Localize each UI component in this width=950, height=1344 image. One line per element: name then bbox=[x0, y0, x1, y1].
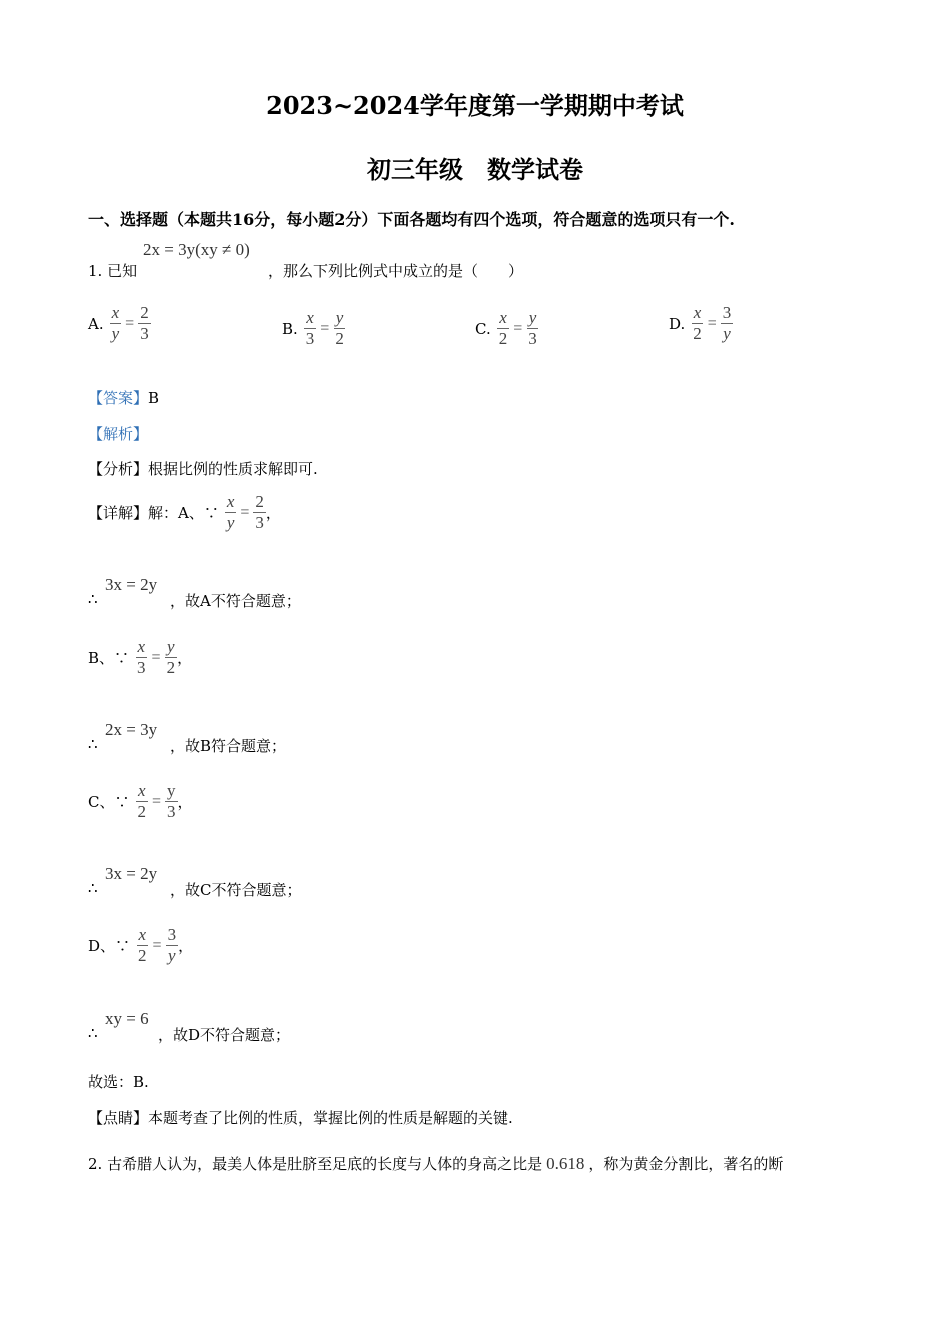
q1-number: 1. 已知 bbox=[88, 262, 138, 280]
option-label: A. bbox=[88, 314, 104, 333]
option-label: D. bbox=[669, 314, 686, 333]
fraction: $\frac{3}{y}$ bbox=[722, 303, 732, 343]
result-a-equation: 3x = 2y bbox=[105, 575, 158, 594]
fraction: $\frac{2}{3}$ bbox=[140, 303, 149, 343]
analysis-summary: 【分析】根据比例的性质求解即可. bbox=[88, 460, 318, 478]
detail-c: C、∵ $\frac{x}{2}$ = $\frac{y}{3}$ ， bbox=[88, 781, 193, 821]
detail-a: 【详解】解：A、∵ $\frac{x}{y}$ = $\frac{2}{3}$ ， bbox=[88, 492, 281, 532]
fraction: $\frac{y}{3}$ bbox=[528, 308, 537, 348]
analysis-label: 【解析】 bbox=[88, 425, 149, 443]
therefore-symbol: ∴ bbox=[88, 590, 98, 608]
q2-ratio: 0.618 bbox=[546, 1154, 585, 1173]
fraction: $\frac{y}{2}$ bbox=[335, 308, 344, 348]
answer-value: B bbox=[148, 389, 160, 407]
fraction: $\frac{x}{2}$ bbox=[498, 308, 508, 348]
fraction: $\frac{x}{3}$ bbox=[305, 308, 315, 348]
fraction: $\frac{x}{2}$ bbox=[138, 925, 147, 965]
fraction: $\frac{y}{3}$ bbox=[167, 781, 176, 821]
fraction: $\frac{3}{y}$ bbox=[167, 925, 177, 965]
option-a[interactable]: A. $\frac{x}{y}$ = $\frac{2}{3}$ bbox=[88, 303, 149, 343]
detail-d: D、∵ $\frac{x}{2}$ = $\frac{3}{y}$ ， bbox=[88, 925, 194, 965]
option-label: C. bbox=[475, 319, 491, 338]
result-b-text: ，故B符合题意； bbox=[170, 737, 287, 755]
option-d[interactable]: D. $\frac{x}{2}$ = $\frac{3}{y}$ bbox=[669, 303, 732, 343]
q2-stem: 2. 古希腊人认为，最美人体是肚脐至足底的长度与人体的身高之比是 0.618 ，称为黄金分割比，著名的断 bbox=[88, 1154, 784, 1173]
therefore-symbol: ∴ bbox=[88, 735, 98, 753]
result-b-equation: 2x = 3y bbox=[105, 720, 158, 739]
therefore-symbol: ∴ bbox=[88, 879, 98, 897]
option-b[interactable]: B. $\frac{x}{3}$ = $\frac{y}{2}$ bbox=[282, 308, 344, 348]
result-d-text: ，故D不符合题意； bbox=[158, 1026, 291, 1044]
result-d-equation: xy = 6 bbox=[105, 1009, 149, 1028]
option-c[interactable]: C. $\frac{x}{2}$ = $\frac{y}{3}$ bbox=[475, 308, 537, 348]
q1-stem: ，那么下列比例式中成立的是（ ） bbox=[268, 262, 524, 280]
result-c-text: ，故C不符合题意； bbox=[170, 881, 302, 899]
result-c-equation: 3x = 2y bbox=[105, 864, 158, 883]
option-label: B. bbox=[282, 319, 298, 338]
answer-line bbox=[88, 387, 159, 408]
result-a-text: ，故A不符合题意； bbox=[170, 592, 301, 610]
exam-subtitle: 初三年级 数学试卷 bbox=[367, 155, 583, 184]
fraction: $\frac{x}{y}$ bbox=[111, 303, 120, 343]
q1-condition: 2x = 3y(xy ≠ 0) bbox=[143, 240, 250, 259]
therefore-symbol: ∴ bbox=[88, 1024, 98, 1042]
comment: 【点睛】本题考查了比例的性质，掌握比例的性质是解题的关键. bbox=[88, 1109, 513, 1127]
fraction: $\frac{y}{2}$ bbox=[166, 637, 176, 677]
exam-title: 2023~2024学年度第一学期期中考试 bbox=[266, 91, 684, 120]
answer-label: 【答案】 bbox=[88, 389, 149, 407]
fraction: $\frac{2}{3}$ bbox=[255, 492, 264, 532]
final-choice: 故选：B. bbox=[88, 1073, 149, 1091]
detail-b: B、∵ $\frac{x}{3}$ = $\frac{y}{2}$ ， bbox=[88, 637, 193, 677]
detail-prefix: 【详解】解：A、∵ bbox=[88, 504, 219, 522]
fraction: $\frac{x}{y}$ bbox=[226, 492, 235, 532]
section-heading: 一、选择题（本题共16分，每小题2分）下面各题均有四个选项，符合题意的选项只有一个. bbox=[88, 210, 735, 229]
fraction: $\frac{x}{2}$ bbox=[137, 781, 146, 821]
fraction: $\frac{x}{3}$ bbox=[137, 637, 146, 677]
fraction: $\frac{x}{2}$ bbox=[693, 303, 702, 343]
